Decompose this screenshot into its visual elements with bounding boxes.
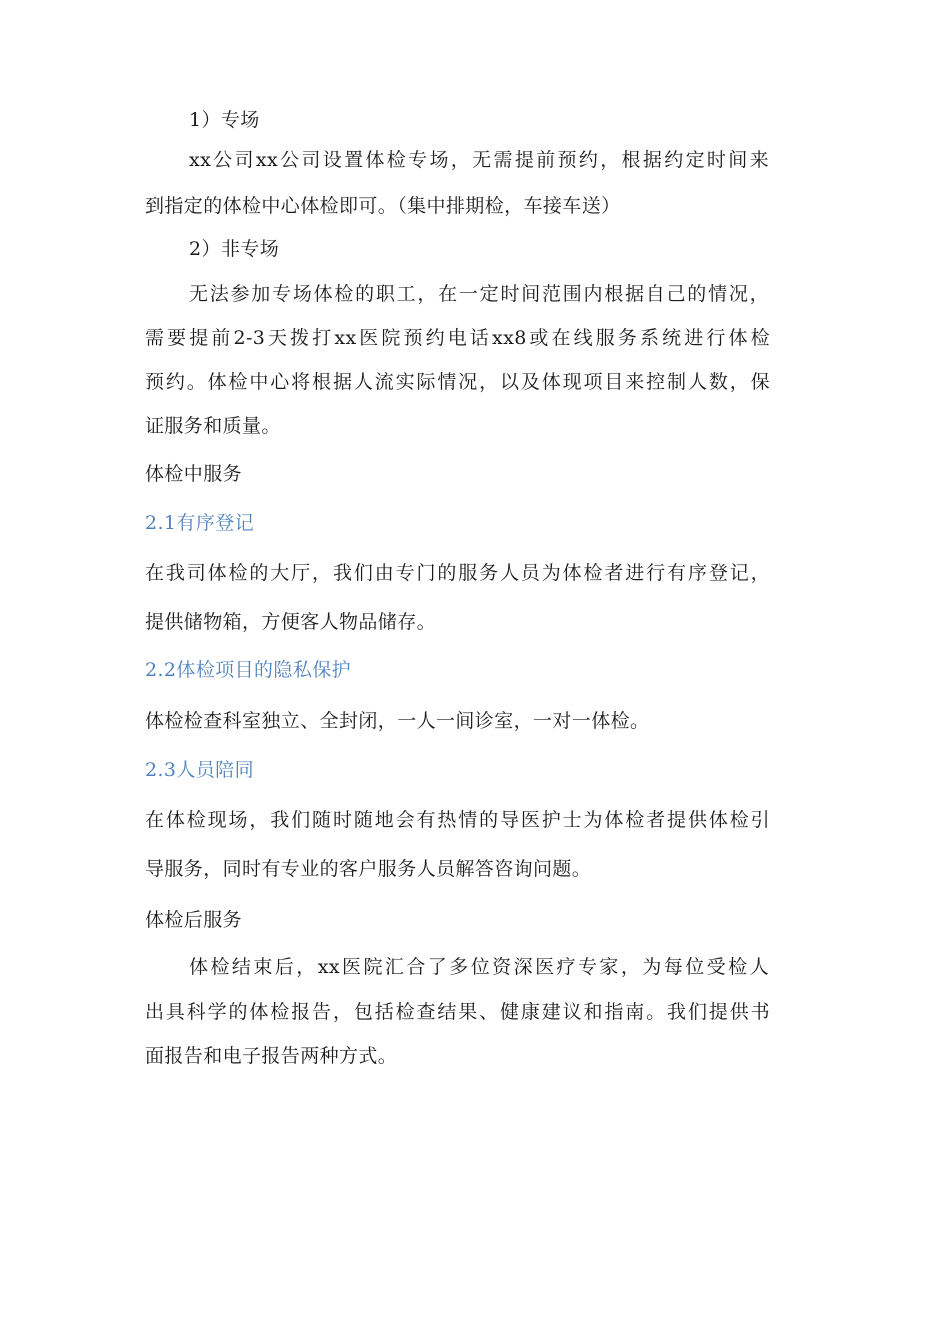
section-1-label: 1）专场 — [189, 109, 260, 131]
item-registration-line-1: 在我司体检的大厅，我们由专门的服务人员为体检者进行有序登记， — [145, 562, 770, 584]
item-accompany-line-2: 导服务，同时有专业的客户服务人员解答咨询问题。 — [145, 858, 592, 880]
item-registration-line-2: 提供储物箱，方便客人物品储存。 — [145, 611, 437, 633]
section-2-body-line-1: 无法参加专场体检的职工，在一定时间范围内根据自己的情况， — [189, 283, 769, 305]
section-2-body-line-4: 证服务和质量。 — [145, 415, 281, 437]
section-2-body-line-2: 需要提前2-3天拨打xx医院预约电话xx8或在线服务系统进行体检 — [145, 327, 770, 349]
item-accompany-line-1: 在体检现场，我们随时随地会有热情的导医护士为体检者提供体检引 — [145, 809, 770, 831]
after-service-body-line-2: 出具科学的体检报告，包括检查结果、健康建议和指南。我们提供书 — [145, 1001, 770, 1023]
item-heading-accompany: 2.3人员陪同 — [145, 759, 255, 781]
after-service-body-line-1: 体检结束后，xx医院汇合了多位资深医疗专家，为每位受检人 — [189, 956, 769, 978]
after-service-title: 体检后服务 — [145, 909, 243, 931]
item-heading-privacy: 2.2体检项目的隐私保护 — [145, 659, 352, 681]
after-service-body-line-3: 面报告和电子报告两种方式。 — [145, 1045, 398, 1067]
item-privacy-line-1: 体检检查科室独立、全封闭，一人一间诊室，一对一体检。 — [145, 710, 650, 732]
section-2-body-line-3: 预约。体检中心将根据人流实际情况，以及体现项目来控制人数，保 — [145, 371, 770, 393]
item-heading-registration: 2.1有序登记 — [145, 512, 255, 534]
section-1-body-line-2: 到指定的体检中心体检即可。（集中排期检，车接车送） — [145, 195, 621, 217]
section-1-body-line-1: xx公司xx公司设置体检专场，无需提前预约，根据约定时间来 — [189, 149, 769, 171]
section-2-label: 2）非专场 — [189, 238, 280, 260]
during-service-title: 体检中服务 — [145, 463, 243, 485]
